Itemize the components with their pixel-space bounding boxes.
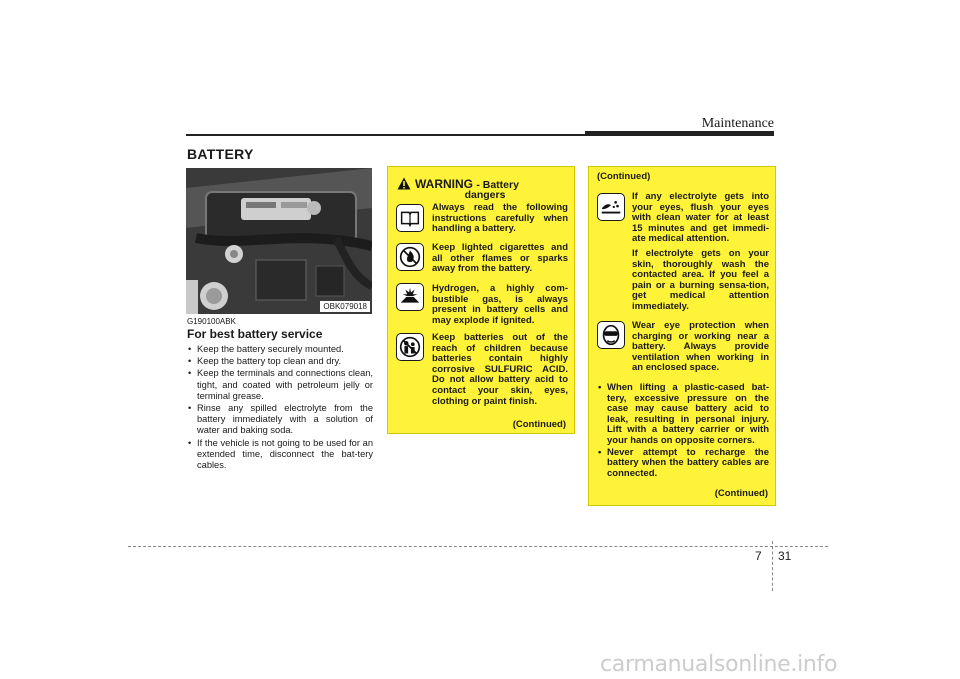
warning-box	[387, 166, 575, 434]
warning-label: WARNING	[415, 177, 473, 191]
list-item: • Keep the battery top clean and dry.	[187, 356, 373, 367]
eye-protection-icon	[597, 321, 625, 349]
list-item: • If the vehicle is not going to be used for an extended time, disconnect the bat-tery cables.	[187, 438, 373, 472]
eye-wash-icon	[597, 193, 625, 221]
service-heading: For best battery service	[187, 327, 323, 341]
warning-subtitle: - Battery	[476, 179, 519, 191]
no-flame-icon	[396, 243, 424, 271]
battery-photo	[186, 168, 372, 314]
list-item: • When lifting a plastic-cased bat-tery, excessive pressure on the case may cause battery acid to leak, resulting in personal injury. Lift with a battery carrier or with your hands on opposite corners.	[597, 383, 769, 447]
continued-label: (Continued)	[512, 419, 566, 430]
explosion-icon	[396, 283, 424, 311]
reference-code: G190100ABK	[187, 317, 236, 326]
watermark: carmanualsonline.info	[600, 652, 838, 677]
page-number: 31	[778, 549, 792, 563]
battery-handling-list	[597, 383, 769, 480]
header-bar	[585, 131, 774, 136]
battery-photo-illustration	[186, 168, 372, 314]
keep-away-children-icon	[396, 333, 424, 361]
warning-subtitle-2: dangers	[464, 189, 506, 201]
list-item: • Keep the battery securely mounted.	[187, 344, 373, 355]
book-icon	[396, 204, 424, 232]
section-title: BATTERY	[187, 146, 254, 162]
chapter-number: 7	[755, 549, 762, 563]
footer-dashed-rule	[128, 546, 828, 547]
skin-contact-text: If electrolyte gets on your skin, thoroughly wash the contacted area. If you feel a pain or a burning sensa-tion, get medical attention immediately.	[632, 248, 769, 312]
warning-item-text: Keep batteries out of the reach of children because batteries contain highly corrosive SULFURIC ACID. Do not allow battery acid to contact your skin, eyes, clothing or paint finish.	[432, 332, 568, 407]
photo-code: OBK079018	[320, 301, 370, 312]
list-item: • Rinse any spilled electrolyte from the battery immediately with a solution of water and baking soda.	[187, 403, 373, 437]
continued-bottom-label: (Continued)	[714, 488, 768, 499]
list-item: • Never attempt to recharge the battery when the battery cables are connected.	[597, 448, 769, 480]
warning-item-text: Keep lighted cigarettes and all other flames or sparks away from the battery.	[432, 242, 568, 275]
warning-triangle-icon	[397, 177, 411, 190]
footer-page-divider	[772, 541, 773, 591]
service-list	[187, 344, 373, 472]
warning-box-continued	[588, 166, 776, 506]
eye-protection-text: Wear eye protection when charging or working near a battery. Always provide ventilation when working in an enclosed space.	[632, 320, 769, 374]
continued-top-label: (Continued)	[597, 171, 651, 182]
list-item: • Keep the terminals and connections clean, tight, and coated with petroleum jelly or terminal grease.	[187, 368, 373, 402]
warning-item-text: Always read the following instructions carefully when handling a battery.	[432, 202, 568, 235]
eye-wash-text: If any electrolyte gets into your eyes, flush your eyes with clean water for at least 15 minutes and get immedi-ate medical attention.	[632, 191, 769, 245]
header-section-title: Maintenance	[701, 116, 774, 131]
warning-item-text: Hydrogen, a highly com-bustible gas, is always present in battery cells and may explode if ignited.	[432, 283, 568, 326]
